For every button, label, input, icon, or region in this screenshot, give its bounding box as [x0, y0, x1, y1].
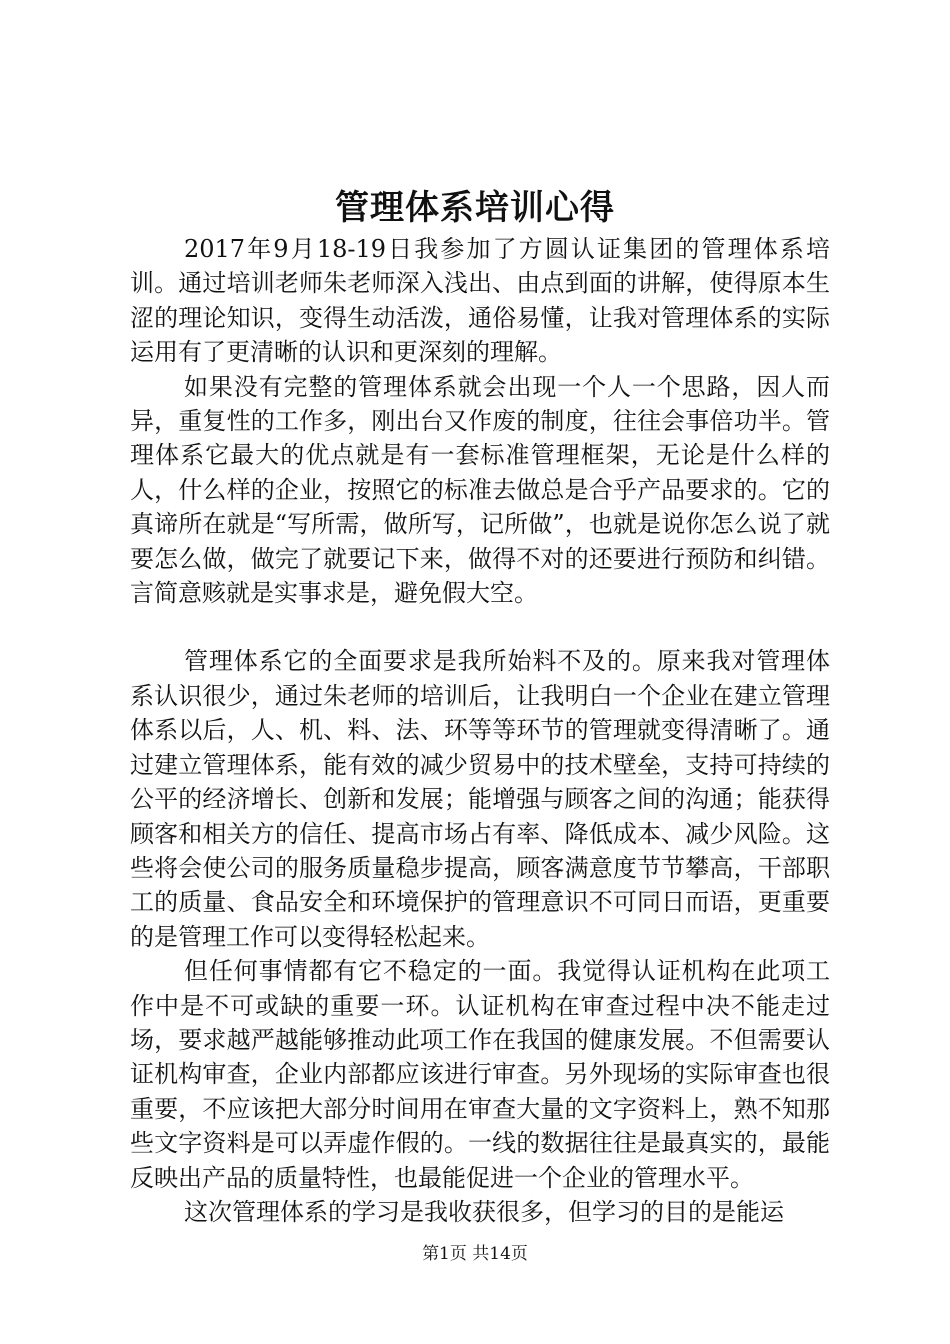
document-body [130, 232, 830, 1229]
page-number-footer: 第1页 共14页 [422, 1244, 528, 1264]
paragraph-comprehensive-requirements: 管理体系它的全面要求是我所始料不及的。原来我对管理体系认识很少，通过朱老师的培训后，让我明白一个企业在建立管理体系以后，人、机、料、法、环等等环节的管理就变得清晰了。通过建立管理体系，能有效的减少贸易中的技术壁垒，支持可持续的公平的经济增长、创新和发展；能增强与顾客之间的沟通；能获得顾客和相关方的信任、提高市场占有率、降低成本、减少风险。这些将会使公司的服务质量稳步提高，顾客满意度节节攀高，干部职工的质量、食品安全和环境保护的管理意识不可同日而语，更重要的是管理工作可以变得轻松起来。 [130, 647, 830, 951]
paragraph-training-intro: 2017年9月18-19日我参加了方圆认证集团的管理体系培训。通过培训老师朱老师深入浅出、由点到面的讲解，使得原本生涩的理论知识，变得生动活泼，通俗易懂，让我对管理体系的实际运用有了更清晰的认识和更深刻的理解。 [130, 235, 830, 367]
paragraph-without-system: 如果没有完整的管理体系就会出现一个人一个思路，因人而异，重复性的工作多，刚出台又作废的制度，往往会事倍功半。管理体系它最大的优点就是有一套标准管理框架，无论是什么样的人，什么样的企业，按照它的标准去做总是合乎产品要求的。它的真谛所在就是“写所需，做所写，记所做”，也就是说你怎么说了就要怎么做，做完了就要记下来，做得不对的还要进行预防和纠错。言简意赅就是实事求是，避免假大空。 [130, 372, 830, 608]
document-title: 管理体系培训心得 [335, 188, 615, 228]
paragraph-certification-bodies: 但任何事情都有它不稳定的一面。我觉得认证机构在此项工作中是不可或缺的重要一环。认证机构在审查过程中决不能走过场，要求越严越能够推动此项工作在我国的健康发展。不但需要认证机构审查，企业内部都应该进行审查。另外现场的实际审查也很重要，不应该把大部分时间用在审查大量的文字资料上，熟不知那些文字资料是可以弄虚作假的。一线的数据往往是最真实的，最能反映出产品的质量特性，也最能促进一个企业的管理水平。 [130, 957, 830, 1192]
paragraph-learning-goal: 这次管理体系的学习是我收获很多，但学习的目的是能运 [184, 1197, 784, 1226]
